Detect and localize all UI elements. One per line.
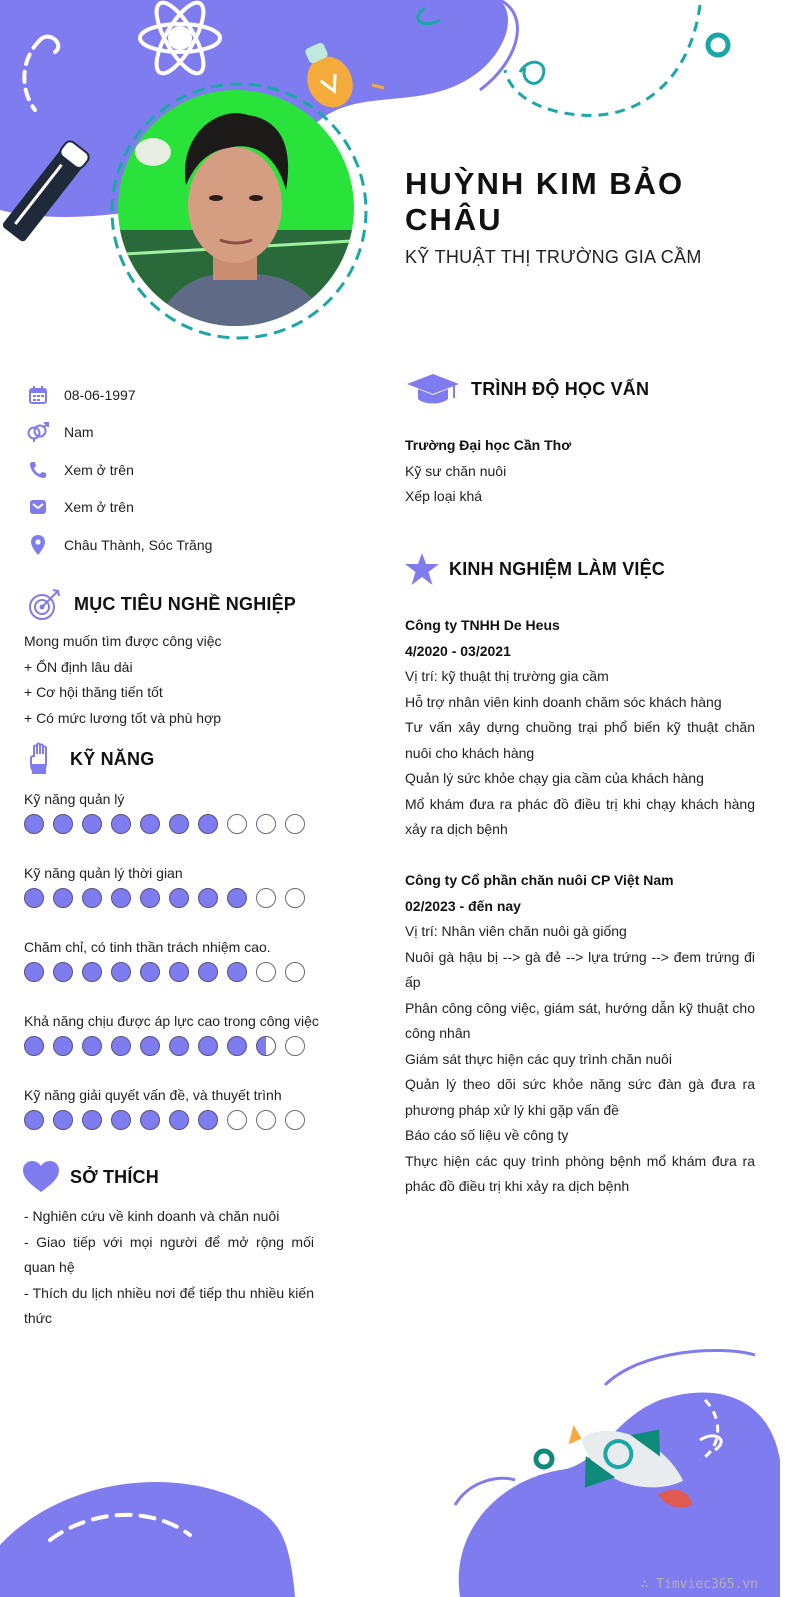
rating-dot [111,962,131,982]
rating-dot [53,1110,73,1130]
skills-list [24,786,324,1156]
footer-decoration [0,1340,800,1597]
section-title: TRÌNH ĐỘ HỌC VẤN [471,378,650,399]
objective-line: + Có mức lương tốt và phù hợp [24,709,222,726]
rating-dot [227,1110,247,1130]
education-heading [405,370,649,408]
rating-dot [111,1036,131,1056]
skill-name: Kỹ năng giải quyết vấn đề, và thuyết trình [24,1087,282,1103]
rating-dot [53,814,73,834]
rating-dot [169,888,189,908]
job-title: KỸ THUẬT THỊ TRƯỜNG GIA CẦM [405,247,702,267]
rating-dot [285,1110,305,1130]
candidate-name: HUỲNH KIM BẢO CHÂU [405,166,685,237]
email-icon [24,496,52,518]
education-content [405,433,755,510]
contact-text: Nam [64,424,94,441]
rating-dot [198,814,218,834]
rating-dot [227,1036,247,1056]
heart-icon [20,1158,62,1196]
skill-name: Kỹ năng quản lý thời gian [24,865,183,881]
objective-line: + ỔN định lâu dài [24,658,133,675]
rating-dot [285,888,305,908]
star-icon [403,550,441,588]
contact-text: Xem ở trên [64,461,134,478]
rating-dot [256,962,276,982]
rating-dot [24,814,44,834]
skill-rating [24,1108,324,1156]
rating-dot [169,962,189,982]
objective-line: + Cơ hội thăng tiến tốt [24,684,163,700]
experience-job [405,868,755,1200]
objective-heading [24,585,296,623]
company-name: Công ty TNHH De Heus [405,617,560,633]
skill-rating [24,886,324,934]
job-line: Quản lý theo dõi sức khỏe năng sức đàn gà đưa ra phương pháp xử lý khi gặp vấn đề [405,1076,755,1118]
phone-icon [24,459,52,481]
job-line: Phân công công việc, giám sát, hướng dẫn kỹ thuật cho công nhân [405,999,755,1041]
rating-dot [82,814,102,834]
hobbies-text [24,1204,314,1332]
objective-text [24,629,324,731]
location-pin-icon [24,534,52,556]
rating-dot [198,1110,218,1130]
hobby-line: - Thích du lịch nhiều nơi để tiếp thu nhiều kiến thức [24,1284,314,1326]
rating-dot [285,814,305,834]
contact-text: Xem ở trên [64,499,134,516]
avatar [108,80,370,342]
job-line: Giám sát thực hiện các quy trình chăn nuôi [405,1050,672,1067]
contact-phone [24,451,354,489]
rating-dot [82,888,102,908]
section-title: SỞ THÍCH [70,1166,159,1187]
rating-dot [24,962,44,982]
graduation-cap-icon [405,370,461,408]
skill-name: Kỹ năng quản lý [24,791,125,807]
job-line: Nuôi gà hậu bị --> gà đẻ --> lựa trứng --> đem trứng đi ấp [405,948,755,990]
objective-line: Mong muốn tìm được công việc [24,633,222,649]
rating-dot [227,814,247,834]
rating-dot [256,1110,276,1130]
rating-dot [198,888,218,908]
job-line: Quản lý sức khỏe chạy gia cầm của khách hàng [405,770,704,786]
education-line: Xếp loại khá [405,488,483,504]
job-line: Thực hiện các quy trình phòng bệnh mổ khám đưa ra phác đồ điều trị khi xảy ra dịch bệnh [405,1152,755,1194]
rating-dot [227,962,247,982]
hobby-line: - Giao tiếp với mọi người để mở rộng mối quan hệ [24,1233,314,1275]
rating-dot [53,1036,73,1056]
section-title: KINH NGHIỆM LÀM VIỆC [449,558,666,579]
hobby-line: - Nghiên cứu về kinh doanh và chăn nuôi [24,1208,280,1224]
experience-job [405,613,755,843]
rating-dot [111,1110,131,1130]
rating-dot [256,1036,276,1056]
job-line: Mổ khám đưa ra phác đồ điều trị khi chạy khách hàng xảy ra dịch bệnh [405,795,755,837]
skills-heading [20,740,154,778]
rating-dot [111,814,131,834]
contact-address [24,526,354,564]
rating-dot [140,1036,160,1056]
rating-dot [140,962,160,982]
skill-name: Chăm chỉ, có tinh thần trách nhiệm cao. [24,939,271,955]
rating-dot [256,814,276,834]
rating-dot [227,888,247,908]
section-title: MỤC TIÊU NGHỀ NGHIỆP [74,593,297,614]
job-line: Vị trí: Nhân viên chăn nuôi gà giống [405,923,627,939]
contact-gender [24,414,354,452]
skill-rating [24,1034,324,1082]
contact-email [24,489,354,527]
rating-dot [169,814,189,834]
rating-dot [169,1110,189,1130]
job-line: Vị trí: kỹ thuật thị trường gia cầm [405,668,609,684]
hobbies-heading [20,1158,159,1196]
rating-dot [140,814,160,834]
contact-text: 08-06-1997 [64,386,136,403]
skill-rating [24,812,324,860]
calendar-icon [24,384,52,406]
job-line: Báo cáo số liệu về công ty [405,1127,569,1143]
rating-dot [24,1110,44,1130]
job-line: Tư vấn xây dựng chuồng trại phổ biến kỹ thuật chăn nuôi cho khách hàng [405,719,755,761]
rating-dot [198,962,218,982]
rating-dot [140,888,160,908]
rating-dot [140,1110,160,1130]
rating-dot [285,1036,305,1056]
job-line: Hỗ trợ nhân viên kinh doanh chăm sóc khách hàng [405,693,722,710]
skill-rating [24,960,324,1008]
watermark: ∴ Timviec365.vn [640,1577,758,1592]
contact-text: Châu Thành, Sóc Trăng [64,536,213,553]
contact-birthdate [24,376,354,414]
contact-list [24,376,354,564]
job-period: 4/2020 - 03/2021 [405,642,511,659]
rating-dot [53,962,73,982]
experience-heading [403,550,665,588]
skill-name: Khả năng chịu được áp lực cao trong công việc [24,1013,319,1029]
rating-dot [82,962,102,982]
section-title: KỸ NĂNG [70,748,155,769]
hand-icon [20,740,62,778]
company-name: Công ty Cổ phần chăn nuôi CP Việt Nam [405,872,674,888]
rating-dot [256,888,276,908]
rating-dot [24,1036,44,1056]
rating-dot [285,962,305,982]
school-name: Trường Đại học Cần Thơ [405,437,572,453]
rating-dot [53,888,73,908]
education-line: Kỹ sư chăn nuôi [405,462,507,479]
target-icon [24,585,66,623]
rating-dot [111,888,131,908]
rating-dot [82,1036,102,1056]
rating-dot [82,1110,102,1130]
job-period: 02/2023 - đến nay [405,897,521,914]
rating-dot [169,1036,189,1056]
rating-dot [24,888,44,908]
gender-icon [24,421,52,443]
rating-dot [198,1036,218,1056]
